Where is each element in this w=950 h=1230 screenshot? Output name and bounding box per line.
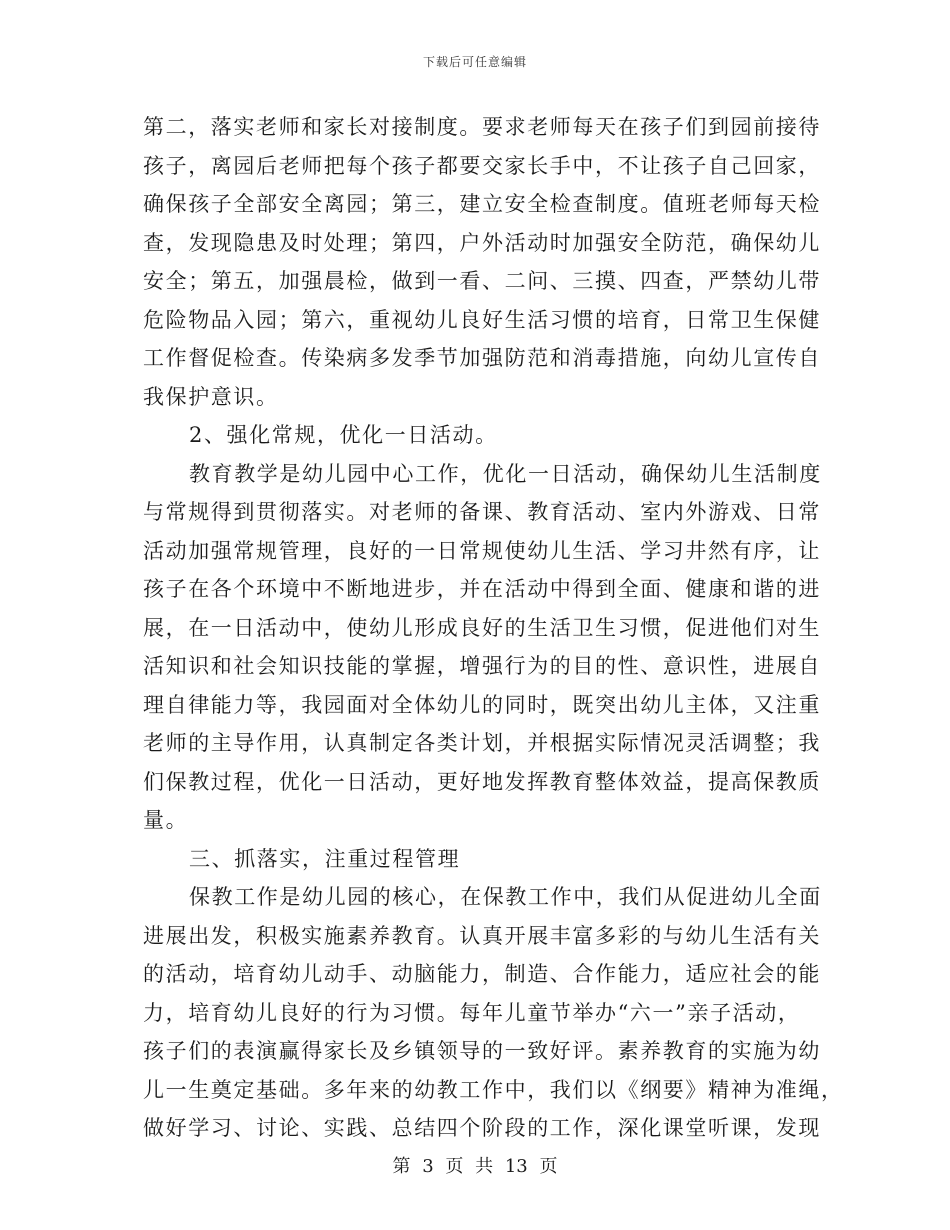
- text-line: 活知识和社会知识技能的掌握，增强行为的目的性、意识性，进展自: [143, 654, 821, 678]
- text-line: 展，在一日活动中，使幼儿形成良好的生活卫生习惯，促进他们对生: [143, 615, 821, 640]
- text-line: 儿一生奠定基础。多年来的幼教工作中，我们以《纲要》精神为准绳，: [143, 1077, 844, 1102]
- text-line: 的活动，培育幼儿动手、动脑能力，制造、合作能力，适应社会的能: [143, 962, 821, 986]
- text-line: 教育教学是幼儿园中心工作，优化一日活动，确保幼儿生活制度: [189, 461, 822, 486]
- page-footer: 第 3 页 共 13 页: [392, 1156, 558, 1177]
- text-line: 2、强化常规，优化一日活动。: [189, 423, 498, 447]
- page-header: 下载后可任意编辑: [422, 55, 527, 69]
- document-body: [143, 108, 844, 1148]
- text-line: 孩子们的表演赢得家长及乡镇领导的一致好评。素养教育的实施为幼: [143, 1039, 821, 1063]
- text-line: 量。: [143, 808, 189, 832]
- text-line: 保教工作是幼儿园的核心，在保教工作中，我们从促进幼儿全面: [189, 885, 822, 909]
- text-line: 三、抓落实，注重过程管理: [189, 846, 461, 871]
- text-line: 老师的主导作用，认真制定各类计划，并根据实际情况灵活调整；我: [143, 731, 821, 755]
- text-line: 工作督促检查。传染病多发季节加强防范和消毒措施，向幼儿宣传自: [143, 346, 821, 370]
- text-line: 理自律能力等，我园面对全体幼儿的同时，既突出幼儿主体，又注重: [143, 692, 821, 717]
- text-line: 查，发现隐患及时处理；第四，户外活动时加强安全防范，确保幼儿: [143, 230, 821, 255]
- text-line: 们保教过程，优化一日活动，更好地发挥教育整体效益，提高保教质: [143, 769, 821, 794]
- text-line: 力，培育幼儿良好的行为习惯。每年儿童节举办“六一”亲子活动，: [143, 1000, 801, 1025]
- text-line: 做好学习、讨论、实践、总结四个阶段的工作，深化课堂听课，发现: [143, 1116, 821, 1140]
- text-line: 进展出发，积极实施素养教育。认真开展丰富多彩的与幼儿生活有关: [143, 923, 821, 948]
- text-line: 孩子，离园后老师把每个孩子都要交家长手中，不让孩子自己回家，: [143, 153, 821, 178]
- text-line: 第二，落实老师和家长对接制度。要求老师每天在孩子们到园前接待: [143, 115, 821, 139]
- text-line: 安全；第五，加强晨检，做到一看、二问、三摸、四查，严禁幼儿带: [143, 269, 821, 293]
- text-line: 确保孩子全部安全离园；第三，建立安全检查制度。值班老师每天检: [143, 192, 821, 216]
- text-line: 我保护意识。: [143, 384, 279, 409]
- text-line: 孩子在各个环境中不断地进步，并在活动中得到全面、健康和谐的进: [143, 577, 821, 601]
- text-line: 与常规得到贯彻落实。对老师的备课、教育活动、室内外游戏、日常: [143, 500, 821, 524]
- text-line: 活动加强常规管理，良好的一日常规使幼儿生活、学习井然有序，让: [143, 538, 821, 563]
- text-line: 危险物品入园；第六，重视幼儿良好生活习惯的培育，日常卫生保健: [143, 307, 821, 332]
